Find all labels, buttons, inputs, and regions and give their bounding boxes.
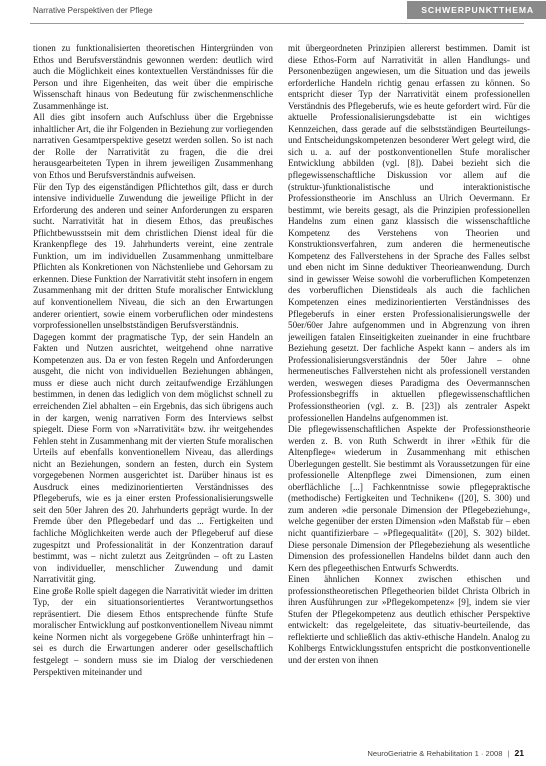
paragraph: Dagegen kommt der pragmatische Typ, der sein Handeln an Fakten und Nutzen ausrichtet, weitgehend ohne narrative Kompetenzen aus. Da er von festen Regeln und Anforderungen ausgeht, die nicht von individuellen Beziehungen abhängen, muss er diese auch nicht durch zeitaufwendige Erzählungen bestimmen, in denen das lediglich von dem möglichst schnell zu erreichenden Ziel abhalten – ein Ergebnis, das sich übrigens auch in der kargen, wenig narrativen Form des Interviews selbst spiegelt. Diese Form von »Narrativität« bzw. ihr weitgehendes Fehlen steht in Zusammenhang mit der vierten Stufe moralischen Urteils auf ebenfalls konventionellem Niveau, das allerdings nicht an Beziehungen, sondern an festen, durch ein System vorgegebenen Normen ausgerichtet ist. Darüber hinaus ist es Ausdruck eines medizinorientierten Verständnisses des Pflegeberufs, wie es ja einer ersten Professionalisierungswelle seit den 50er Jahren des 20. Jahrhunderts geprägt wurde. In der Fremde über den Pflegebedarf und das ... Fertigkeiten und fachliche Möglichkeiten werde auch der Pflegeberuf auf diese zugespitzt und Professionalität in der Konzentration darauf bestimmt, was – nicht zuletzt aus Zeitgründen – oft zu Lasten von individueller, menschlicher Zuwendung und damit Narrativität ging. — [33, 331, 273, 585]
paragraph: tionen zu funktionalisierten theoretischen Hintergründen von Ethos und Berufsverständnis gewonnen werden: deutlich wird auch die Möglichkeit eines kontextuellen Verständnisses für die Person und ihre Eigenheiten, das weit über die empirische Wissenschaft hinaus von Bedeutung für zwischenmenschliche Zusammenhänge ist. — [33, 43, 273, 111]
footer-separator: | — [507, 748, 510, 758]
paragraph: Für den Typ des eigenständigen Pflichtethos gilt, dass er durch intensive individuelle Zuwendung die jeweilige Pflicht in der Erforderung des anderen und seiner Anforderungen zu ersparen sucht. Narrativität hat in diesem Ethos, das preußisches Pflichtbewusstsein mit dem christlichen Dienst ideal für die Krankenpflege des 19. Jahrhunderts vereint, eine zentrale Funktion, um im individuellen Zusammenhang unmittelbare Pflichten als Konkretionen von Nächstenliebe und Gehorsam zu erkennen. Diese Funktion der Narrativität steht insofern in engem Zusammenhang mit der dritten Stufe moralischer Entwicklung auf konventionellem Niveau, die sich an den Erwartungen anderer orientiert, sowie einem vorberuflichen oder mindestens vorprofessionellen unselbstständigen Berufsverständnis. — [33, 181, 273, 331]
page-footer — [367, 746, 524, 760]
paragraph: Die pflegewissenschaftlichen Aspekte der Professionstheorie werden z. B. von Ruth Schwerdt in ihrer »Ethik für die Altenpflege« wiederum in Zusammenhang mit ethischen Überlegungen gestellt. Sie bestimmt als Voraussetzungen für eine professionelle Altenpflege zwei Dimensionen, zum einen oberflächliche [...] Fachkenntnisse sowie pflegepraktische (methodische) Fertigkeiten und Techniken« ([20], S. 300) und zum anderen »die personale Dimension der Pflegebeziehung«, welche gegenüber der ersten Dimension »den Maßstab für – eben nicht quantifizierbare – »Pflegequalität« ([20], S. 302) bildet. Diese personale Dimension der Pflegebeziehung als wesentliche Dimension des professionellen Handelns bildet dann auch den Kern des pflegeethischen Entwurfs Schwerdts. — [288, 424, 530, 573]
paragraph: Eine große Rolle spielt dagegen die Narrativität wieder im dritten Typ, der ein situationsorientiertes Verantwortungsethos repräsentiert. Die diesem Ethos entsprechende fünfte Stufe moralischer Entwicklung auf postkonventionellem Niveau nimmt keine Normen nicht als vorgegebene Größe unhinterfragt hin – sei es durch die Erwartungen anderer oder gesellschaftlich festgelegt – sondern muss sie im Dialog der verschiedenen Perspektiven miteinander und — [33, 585, 273, 677]
text-column-left — [33, 43, 273, 735]
page-number: 21 — [514, 748, 524, 758]
paragraph: All dies gibt insofern auch Aufschluss über die Ergebnisse inhaltlicher Art, die ihr Folgenden in Beziehung zur vorliegenden narrativen Gesamtperspektive gesetzt werden sollen. So ist nach der Rolle der Narrativität zu fragen, die die drei herausgearbeiteten Typen in ihrem jeweiligen Zusammenhang von Ethos und Berufsverständnis aufweisen. — [33, 112, 273, 181]
running-title: Narrative Perspektiven der Pflege — [33, 5, 153, 15]
section-label: SCHWERPUNKTTHEMA — [407, 1, 546, 19]
paragraph: Einen ähnlichen Konnex zwischen ethischen und professionstheoretischen Pflegetheorien bildet Christa Olbrich in ihren Ausführungen zur »Pflegekompetenz« [9], indem sie vier Stufen der Pflegekompetenz aus deutlich ethischer Perspektive entwickelt: das regelgeleitete, das situativ-beurteilende, das reflektierte und schließlich das aktiv-ethische Handeln. Analog zu Kohlbergs Entwicklungsstufen entspricht die postkonventionelle und der ersten von ihnen — [288, 574, 530, 665]
paragraph: mit übergeordneten Prinzipien allererst bestimmen. Damit ist diese Ethos-Form auf Narrativität in allen Handlungs- und Personenbezügen angewiesen, um die Situation und das jeweils erforderliche Handeln richtig genau erfassen zu können. So entspricht dieser Typ der Narrativität einem professionellen Verständnis des Pflegeberufs, wie es heute gefordert wird. Für die aktuelle Professionalisierungsdebatte ist ein wichtiges Kennzeichen, dass gerade auf die selbstständigen Beurteilungs- und Entscheidungskompetenzen besonderer Wert gelegt wird, die sich u. a. auf der postkonventionellen Stufe moralischer Entwicklung abbilden (vgl. [8]). Dabei bezieht sich die pflegewissenschaftliche Diskussion vor allem auf die (struktur-)funktionalistische und interaktionistische Professionstheorie im Anschluss an Ulrich Oevermann. Er bestimmt, wie bereits gesagt, als die Prinzipien professionellen Handelns zum einen ganz klassisch die wissenschaftliche Kompetenz des Verstehens von Theorien und Konstruktionsverfahren, zum anderen die hermeneutische Kompetenz des Fallverstehens in der Sprache des Falles selbst und eben nicht im Sinne deduktiver Theorieanwendung. Durch sind in gewisser Weise sowohl die vorberuflichen Kompetenzen des vorberuflichen Dienstideals als auch die fachlichen Kompetenzen eines medizinorientierten Verständnisses des Pflegeberufs in einer ersten Professionalisierungswelle der 50er/60er Jahre aufgenommen und in Abgrenzung von ihren jeweiligen fatalen Einseitigkeiten zueinander in eine fruchtbare Beziehung gesetzt. Der fachliche Aspekt kann – anders als im Professionalisierungsverständnis der 50er Jahre – ohne hermeneutisches Fallverstehen nicht als professionell verstanden werden, weswegen dieses Paradigma des Oevermannschen Professionsbegriffs in aktuellen pflegewissenschaftlichen Professionstheorien (vgl. z. B. [23]) als zentraler Aspekt professionellen Handelns aufgenommen ist. — [288, 43, 530, 423]
text-column-right — [288, 43, 530, 735]
page-header — [0, 0, 546, 20]
journal-reference: NeuroGeriatrie & Rehabilitation 1 · 2008 — [367, 748, 503, 758]
header-rule — [30, 23, 524, 24]
